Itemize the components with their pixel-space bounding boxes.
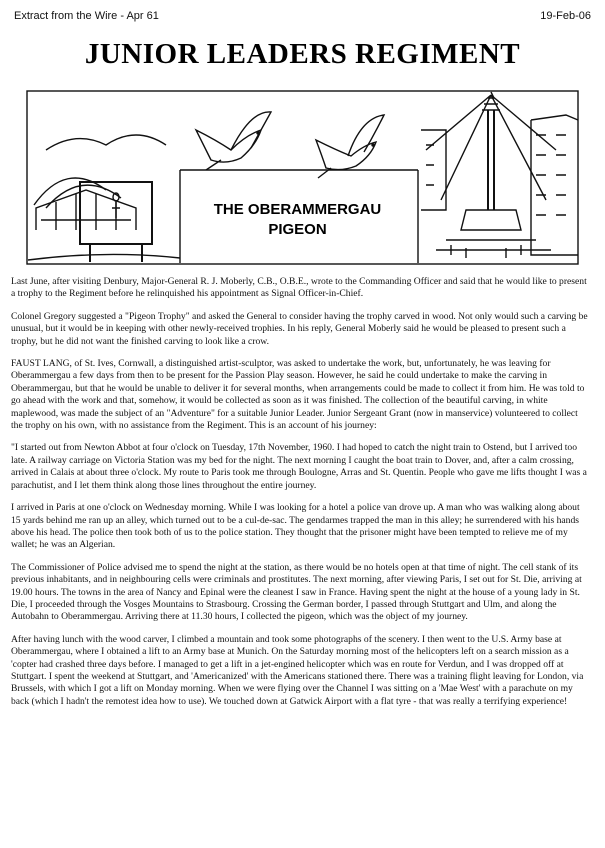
paragraph-2: Colonel Gregory suggested a "Pigeon Trophy" and asked the General to consider having the trophy carved in wood. Not only would such a carving be unusual, but it would be in keeping with other newly-received trophies. In his reply, General Moberly said he would be pleased to present such a trophy, but he did not want the finished carving to look like a crow. — [11, 310, 588, 347]
paragraph-6: The Commissioner of Police advised me to spend the night at the station, as there would be no hotels open at that time of night. The cell stank of its previous inhabitants, and in neighbouring cells were criminals and prostitutes. The next morning, after viewing Paris, I set out for St. Die, arriving at 19.00 hours. The towns in the area of Nancy and Epinal were the cleanest I saw in France. Having spent the night at the house of a young lady in St. Die, I proceeded through the Vosges Mountains to Strasbourg. Crossing the German border, I passed through Stuttgart and Ulm, and along the Autobahn to Oberammergau. Arriving there at 11.30 hours, I collected the pigeon, which was the object of my journey. — [11, 561, 582, 623]
banner-subtitle-line1: THE OBERAMMERGAU — [213, 201, 382, 218]
paragraph-4: "I started out from Newton Abbot at four o'clock on Tuesday, 17th November, 1960. I had hoped to catch the night train to Ostend, but I arrived too late. A railway carriage on Victoria Station was my bed for the night. The next morning I caught the boat train to Dover, and, after a calm crossing, arrived in Calais at about three o'clock. My route to Paris took me through Boulogne, Arras and St. Quentin. People who gave me lifts thought I was a parachutist, and I let them think along those lines throughout the entire journey. — [11, 442, 587, 491]
paragraph-3: FAUST LANG, of St. Ives, Cornwall, a distinguished artist-sculptor, was asked to undertake the work, but, unfortunately, he was leaving for Oberammergau a few days from then to be present for the Passion Play season. However, he said he could undertake to make the carving in Oberammergau, but that he would be unable to deliver it for several months, when arrangements could be made to collect it from him. He was told to go ahead with the work and that, somehow, it would be collected as soon as it was finished. The collection of the beautiful carving, in white maplewood, was made the subject of an "Adventure" for a suitable Junior Leader. Junior Sergeant Grant (now in manservice) volunteered to collect the trophy on his own, with no assistance from the Regiment. This is an account of his journey: — [11, 358, 585, 432]
header-source: Extract from the Wire - Apr 61 — [14, 10, 159, 22]
paragraph-5: I arrived in Paris at one o'clock on Wednesday morning. While I was looking for a hotel a police van drove up. A man who was walking along about 15 yards behind me ran up an alley, which turned out to be a cul-de-sac. The gendarmes trapped the man in this alley; he surrendered with his hands above his head. The police then took both of us to the police station. They thought that the prisoner might have been tempted to relieve me of my wallet; he was an Algerian. — [11, 502, 580, 551]
article-body — [11, 276, 591, 718]
paragraph-7: After having lunch with the wood carver, I climbed a mountain and took some photographs of the scenery. I then went to the U.S. Army base at Oberammergau, where I obtained a lift to an Army base at Munich. On the Saturday morning most of the helicopters left on a search mission as a 'copter had crashed three days before. I managed to get a lift in a jet-engined helicopter which was en route for Verdun, and I was dropped off at Stuttgart. I spent the weekend at Stuttgart, and 'Americanized' with the Americans stationed there. There was a training flight leaving for London, via Brussels, with which I got a lift on Monday morning. When we were flying over the Channel I was sitting on a 'Mae West' with a parachute on my back (which I hadn't the remotest idea how to use). We touched down at Gatwick Airport with a flat tyre - that was really a terrifying experience! — [11, 633, 584, 707]
header-date: 19-Feb-06 — [540, 10, 591, 22]
page-title: JUNIOR LEADERS REGIMENT — [84, 38, 521, 70]
banner-subtitle — [180, 170, 415, 270]
banner-subtitle-line2: PIGEON — [268, 221, 327, 238]
paragraph-1: Last June, after visiting Denbury, Major-General R. J. Moberly, C.B., O.B.E., wrote to the Commanding Officer and said that he would like to present a trophy to the Regiment before he relinquished his appointment as Signal Officer-in-Chief. — [11, 276, 587, 300]
